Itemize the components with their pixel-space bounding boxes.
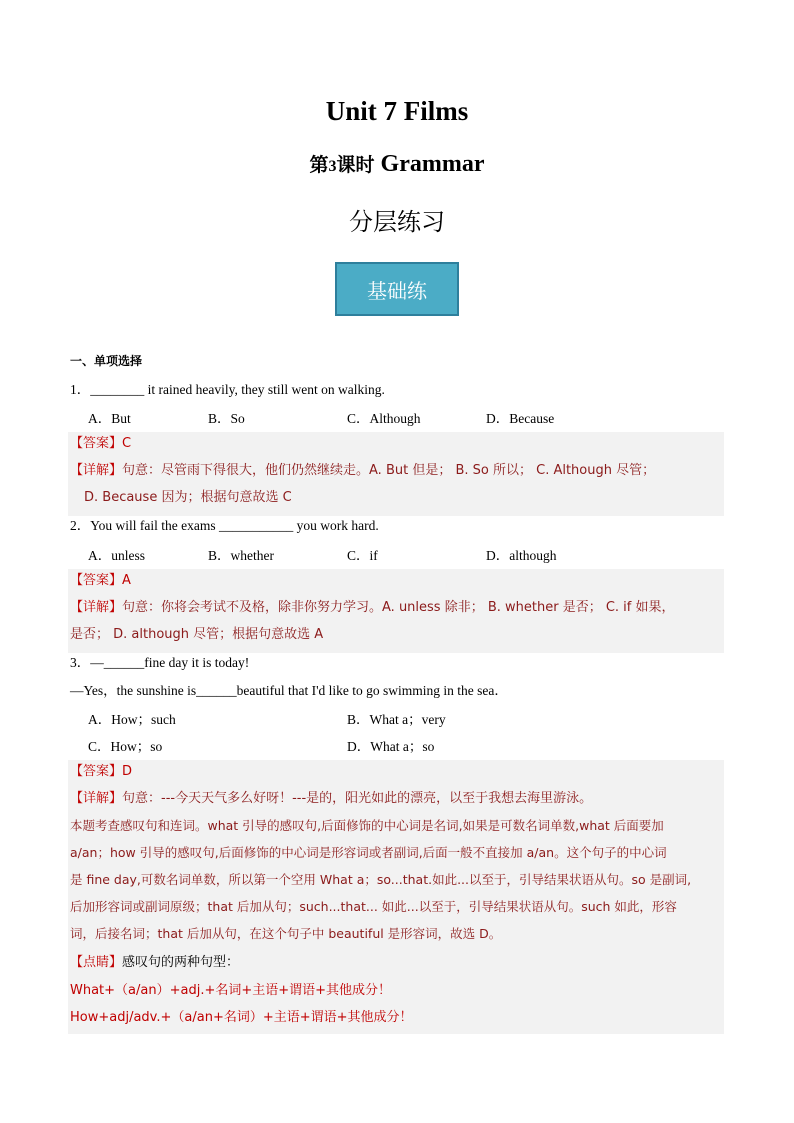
q3-point: [70, 953, 239, 973]
q3-detail-text: 句意：---今天天气多么好呀！---是的，阳光如此的漂亮，以至于我想去海里游泳。: [122, 791, 593, 806]
q2-stem: 2．You will fail the exams ___________ you work hard.: [70, 518, 379, 533]
q3-pattern-how: How+adj/adv.+（a/an+名词）+主语+谓语+其他成分！: [70, 1010, 413, 1025]
q3-explanation-line: 词，后接名词；that 后加从句，在这个句子中 beautiful 是形容词，故选 D。: [70, 926, 502, 941]
q1-answer-tag: 【答案】: [70, 436, 123, 451]
q1-option-a: A．But: [88, 411, 131, 426]
q3-explanation-line: a/an；how 引导的感叹句,后面修饰的中心词是形容词或者副词,后面一般不直接加 a/an。这个句子的中心词: [70, 845, 667, 860]
q2-answer: [70, 571, 131, 591]
q3-pattern-what: What+（a/an）+adj.+名词+主语+谓语+其他成分！: [70, 983, 392, 998]
q1-detail-text: 句意：尽管雨下得很大，他们仍然继续走。A. But 但是； B. So 所以； C. Although 尽管；: [122, 463, 656, 478]
q3-option-d: D．What a；so: [347, 739, 435, 754]
q3-point-text: 感叹句的两种句型：: [122, 955, 240, 970]
q2-option-c: C．if: [347, 548, 378, 563]
lesson-title: [0, 150, 794, 178]
q3-explanation: [70, 812, 722, 947]
q1-option-d: D．Because: [486, 411, 555, 426]
q2-option-b: B．whether: [208, 548, 274, 563]
q3-answer-tag: 【答案】: [70, 764, 123, 779]
level-label: 基础练: [367, 278, 427, 303]
q3-explanation-line: 后加形容词或副词原级；that 后加从句；such...that... 如此...以至于，引导结果状语从句。such 如此，形容: [70, 899, 677, 914]
q1-answer: [70, 434, 131, 454]
level-badge: [335, 262, 459, 316]
q2-detail-tag: 【详解】: [70, 600, 123, 615]
q1-stem: 1．________ it rained heavily, they still went on walking.: [70, 382, 385, 397]
q3-detail-line1: [70, 789, 592, 809]
q2-option-d: D．although: [486, 548, 557, 563]
q1-option-c: C．Although: [347, 411, 421, 426]
q2-detail-text: 句意：你将会考试不及格，除非你努力学习。A. unless 除非； B. whether 是否； C. if 如果，: [122, 600, 675, 615]
q3-answer-value: D: [122, 764, 133, 779]
q2-answer-tag: 【答案】: [70, 573, 123, 588]
q3-stem-line2: —Yes，the sunshine is______beautiful that I'd like to go swimming in the sea．: [70, 683, 508, 698]
subtitle: 分层练习: [349, 208, 445, 236]
q3-option-c: C．How；so: [88, 739, 163, 754]
q1-detail-tag: 【详解】: [70, 463, 123, 478]
lesson-mid: 课时: [336, 154, 375, 176]
lesson-number: 3: [328, 158, 337, 175]
q1-answer-value: C: [122, 436, 132, 451]
lesson-name: Grammar: [380, 151, 485, 177]
q3-answer: [70, 762, 132, 782]
q1-detail-line1: [70, 461, 655, 481]
q3-explanation-line: 本题考查感叹句和连词。what 引导的感叹句,后面修饰的中心词是名词,如果是可数名词单数,what 后面要加: [70, 818, 664, 833]
q2-answer-value: A: [122, 573, 131, 588]
q3-option-a: A．How；such: [88, 712, 176, 727]
q3-stem-line1: 3．—______fine day it is today!: [70, 655, 250, 670]
q2-detail-line1: [70, 598, 675, 618]
q1-option-b: B．So: [208, 411, 245, 426]
document-title: Unit 7 Films: [325, 96, 469, 126]
q2-option-a: A．unless: [88, 548, 145, 563]
q1-detail-line2: D. Because 因为；根据句意故选 C: [84, 490, 292, 505]
q3-detail-tag: 【详解】: [70, 791, 123, 806]
q3-option-b: B．What a；very: [347, 712, 446, 727]
q2-detail-line2: 是否； D. although 尽管；根据句意故选 A: [70, 627, 324, 642]
q3-point-tag: 【点睛】: [70, 955, 123, 970]
lesson-prefix: 第: [309, 154, 329, 176]
section-heading: 一、单项选择: [70, 354, 143, 368]
q3-explanation-line: 是 fine day,可数名词单数，所以第一个空用 What a；so...that.如此...以至于，引导结果状语从句。so 是副词,: [70, 872, 692, 887]
